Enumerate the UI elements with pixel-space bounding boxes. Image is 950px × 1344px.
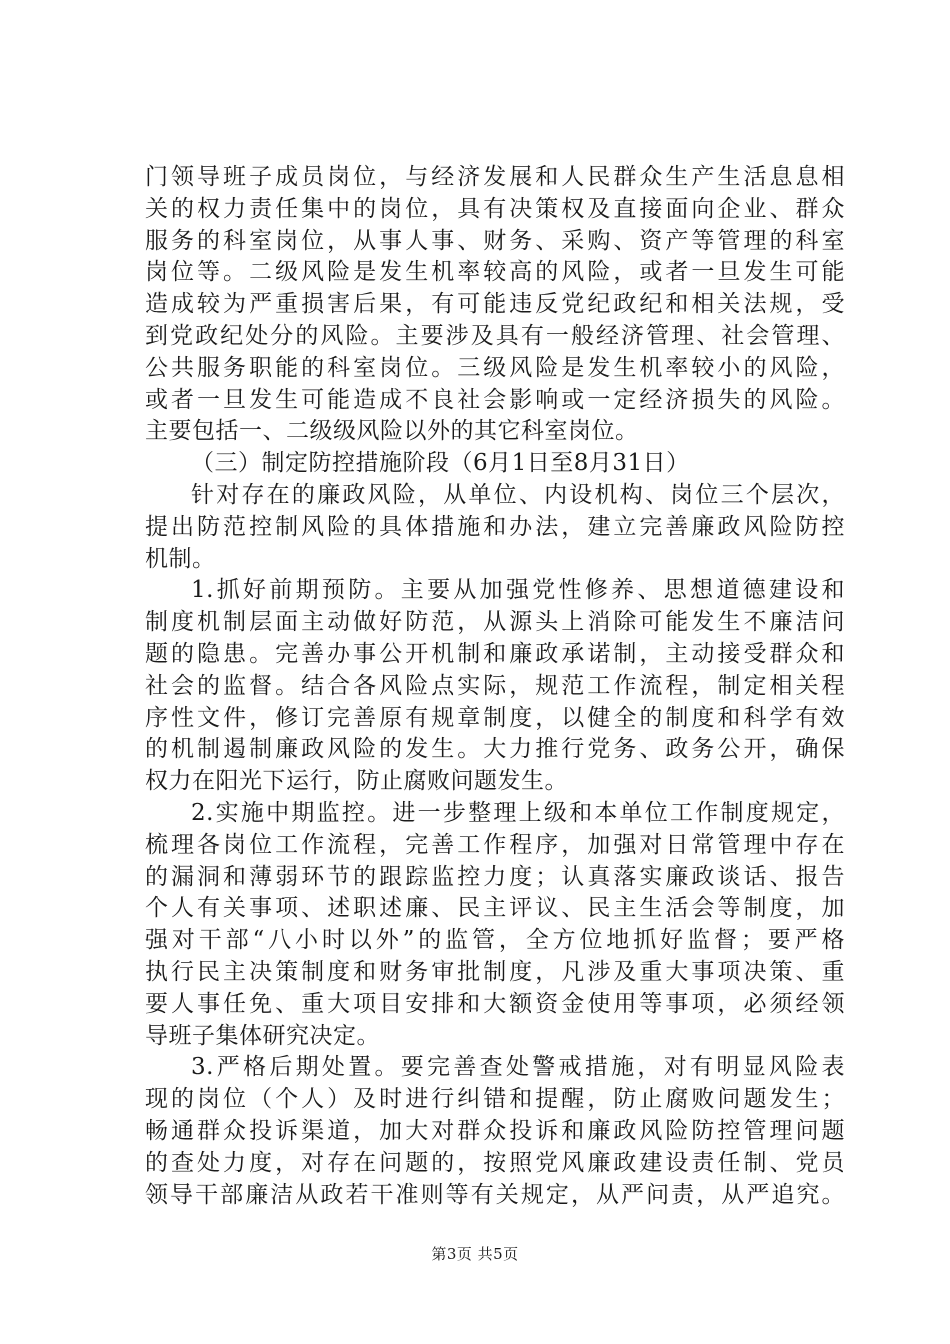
document-body (145, 162, 845, 1211)
page-number-footer: 第3页 共5页 (431, 1245, 519, 1263)
text-line: 公共服务职能的科室岗位。三级风险是发生机率较小的风险， (145, 354, 845, 381)
text-line: 社会的监督。结合各风险点实际，规范工作流程，制定相关程 (145, 672, 845, 699)
text-line: 强对干部“八小时以外”的监管，全方位地抓好监督；要严格 (145, 927, 845, 954)
text-line: 3.严格后期处置。要完善查处警戒措施，对有明显风险表 (191, 1054, 845, 1081)
text-line: 提出防范控制风险的具体措施和办法，建立完善廉政风险防控 (145, 513, 845, 540)
text-line: 机制。 (145, 545, 216, 572)
text-line: 题的隐患。完善办事公开机制和廉政承诺制，主动接受群众和 (145, 640, 845, 667)
text-line: 制度机制层面主动做好防范，从源头上消除可能发生不廉洁问 (145, 609, 845, 636)
text-line: 针对存在的廉政风险，从单位、内设机构、岗位三个层次， (191, 481, 845, 508)
text-line: 岗位等。二级风险是发生机率较高的风险，或者一旦发生可能 (145, 259, 845, 286)
text-line: 或者一旦发生可能造成不良社会影响或一定经济损失的风险。 (145, 386, 845, 413)
text-line: 服务的科室岗位，从事人事、财务、采购、资产等管理的科室 (145, 227, 845, 254)
text-line: 关的权力责任集中的岗位，具有决策权及直接面向企业、群众 (145, 195, 845, 222)
text-line: 要人事任免、重大项目安排和大额资金使用等事项，必须经领 (145, 990, 845, 1017)
text-line: 的漏洞和薄弱环节的跟踪监控力度；认真落实廉政谈话、报告 (145, 863, 845, 890)
text-line: 个人有关事项、述职述廉、民主评议、民主生活会等制度，加 (145, 895, 845, 922)
text-line: 主要包括一、二级级风险以外的其它科室岗位。 (145, 418, 639, 445)
text-line: 1.抓好前期预防。主要从加强党性修养、思想道德建设和 (191, 577, 845, 604)
text-line: 领导干部廉洁从政若干准则等有关规定，从严问责，从严追究。 (145, 1181, 845, 1208)
text-line: 的查处力度，对存在问题的，按照党风廉政建设责任制、党员 (145, 1149, 845, 1176)
text-line: 执行民主决策制度和财务审批制度，凡涉及重大事项决策、重 (145, 958, 845, 985)
text-line: 序性文件，修订完善原有规章制度，以健全的制度和科学有效 (145, 704, 845, 731)
text-line: 畅通群众投诉渠道，加大对群众投诉和廉政风险防控管理问题 (145, 1117, 845, 1144)
text-line: 权力在阳光下运行，防止腐败问题发生。 (145, 768, 568, 795)
text-line: 门领导班子成员岗位，与经济发展和人民群众生产生活息息相 (145, 164, 845, 190)
text-line: 梳理各岗位工作流程，完善工作程序，加强对日常管理中存在 (145, 831, 845, 858)
text-line: 的机制遏制廉政风险的发生。大力推行党务、政务公开，确保 (145, 736, 845, 763)
text-line: 现的岗位（个人）及时进行纠错和提醒，防止腐败问题发生； (145, 1086, 845, 1113)
text-line: 到党政纪处分的风险。主要涉及具有一般经济管理、社会管理、 (145, 322, 845, 349)
text-line: 造成较为严重损害后果，有可能违反党纪政纪和相关法规，受 (145, 291, 845, 318)
text-line: 2.实施中期监控。进一步整理上级和本单位工作制度规定， (191, 799, 845, 826)
text-line: 导班子集体研究决定。 (145, 1022, 380, 1049)
section-heading: （三）制定防控措施阶段（6月1日至8月31日） (191, 450, 690, 477)
